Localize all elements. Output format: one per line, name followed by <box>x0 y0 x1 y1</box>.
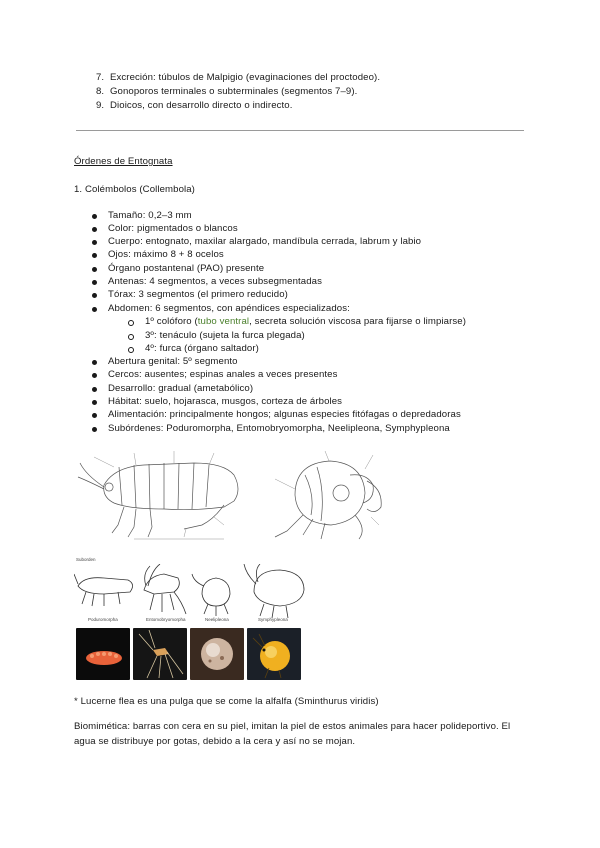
bullet-dot <box>92 307 97 312</box>
list-item-7: Excreción: túbulos de Malpigio (evaginaciones del proctodeo). <box>110 72 381 83</box>
sub-bullet-colophore-post: , secreta solución viscosa para fijarse o limpiarse) <box>249 316 467 327</box>
suborder-silhouettes <box>74 564 314 620</box>
bullet-dot <box>92 280 97 285</box>
sub-bullet-circle <box>128 320 134 326</box>
bullet-dot <box>92 240 97 245</box>
bullet-dot <box>92 293 97 298</box>
bullet-dot <box>92 387 97 392</box>
photo-poduromorpha <box>76 628 130 680</box>
bullet-dot <box>92 400 97 405</box>
bullet-pao: Órgano postantenal (PAO) presente <box>108 263 265 274</box>
bullet-dot <box>92 253 97 258</box>
bullet-size: Tamaño: 0,2–3 mm <box>108 210 192 221</box>
bullet-feeding: Alimentación: principalmente hongos; algunas especies fitófagas o depredadoras <box>108 409 461 420</box>
suborder-figure-title: Suborden <box>76 557 96 562</box>
sub-bullet-colophore-pre: 1º colóforo ( <box>145 316 198 327</box>
collembola-lateral-diagram <box>74 445 252 543</box>
bullet-dot <box>92 413 97 418</box>
bullet-eyes: Ojos: máximo 8 + 8 ocelos <box>108 249 224 260</box>
bullet-dot <box>92 427 97 432</box>
sub-bullet-colophore <box>145 315 466 329</box>
list-number-9: 9. <box>95 100 104 111</box>
bullet-dot <box>92 227 97 232</box>
bullet-dot <box>92 267 97 272</box>
bullet-dot <box>92 360 97 365</box>
silhouette-label-poduromorpha: Poduromorpha <box>88 617 118 622</box>
photo-entomobryomorpha <box>133 628 187 680</box>
list-number-8: 8. <box>95 86 104 97</box>
bullet-development: Desarrollo: gradual (ametabólico) <box>108 383 254 394</box>
bullet-dot <box>92 214 97 219</box>
sub-bullet-circle <box>128 347 134 353</box>
section-title: Órdenes de Entognata <box>74 156 173 167</box>
sub-bullet-tenaculum: 3º: tenáculo (sujeta la furca plegada) <box>145 330 305 341</box>
sub-bullet-circle <box>128 334 134 340</box>
bullet-habitat: Hábitat: suelo, hojarasca, musgos, corteza de árboles <box>108 396 343 407</box>
bullet-antennae: Antenas: 4 segmentos, a veces subsegmentadas <box>108 276 322 287</box>
bullet-thorax: Tórax: 3 segmentos (el primero reducido) <box>108 289 288 300</box>
ventral-tube-highlight: tubo ventral <box>197 316 250 327</box>
footnote-lucerne-flea: * Lucerne flea es una pulga que se come la alfalfa (Sminthurus viridis) <box>74 696 379 707</box>
subsection-title: 1. Colémbolos (Collembola) <box>74 184 195 195</box>
list-item-8: Gonoporos terminales o subterminales (segmentos 7–9). <box>110 86 358 97</box>
bullet-cerci: Cercos: ausentes; espinas anales a veces presentes <box>108 369 338 380</box>
bullet-suborders: Subórdenes: Poduromorpha, Entomobryomorpha, Neelipleona, Symphypleona <box>108 423 450 434</box>
silhouette-label-neelipleona: Neelipleona <box>205 617 229 622</box>
horizontal-divider <box>76 130 524 131</box>
photo-neelipleona <box>190 628 244 680</box>
silhouette-label-symphypleona: Symphypleona <box>258 617 288 622</box>
bullet-genital: Abertura genital: 5º segmento <box>108 356 238 367</box>
list-number-7: 7. <box>95 72 104 83</box>
list-item-9: Dioicos, con desarrollo directo o indirecto. <box>110 100 293 111</box>
bullet-color: Color: pigmentados o blancos <box>108 223 238 234</box>
symphypleona-anatomy-diagram <box>255 445 395 543</box>
bullet-body: Cuerpo: entognato, maxilar alargado, mandíbula cerrada, labrum y labio <box>108 236 422 247</box>
sub-bullet-furca: 4º: furca (órgano saltador) <box>145 343 259 354</box>
bullet-abdomen: Abdomen: 6 segmentos, con apéndices especializados: <box>108 303 350 314</box>
silhouette-label-entomobryomorpha: Entomobryomorpha <box>146 617 186 622</box>
photo-symphypleona <box>247 628 301 680</box>
biomimetics-paragraph: Biomimética: barras con cera en su piel, imitan la piel de estos animales para hacer polideportivo. El agua se distribuye por gotas, debido a la cera y así no se mojan. <box>74 721 511 747</box>
bullet-dot <box>92 373 97 378</box>
